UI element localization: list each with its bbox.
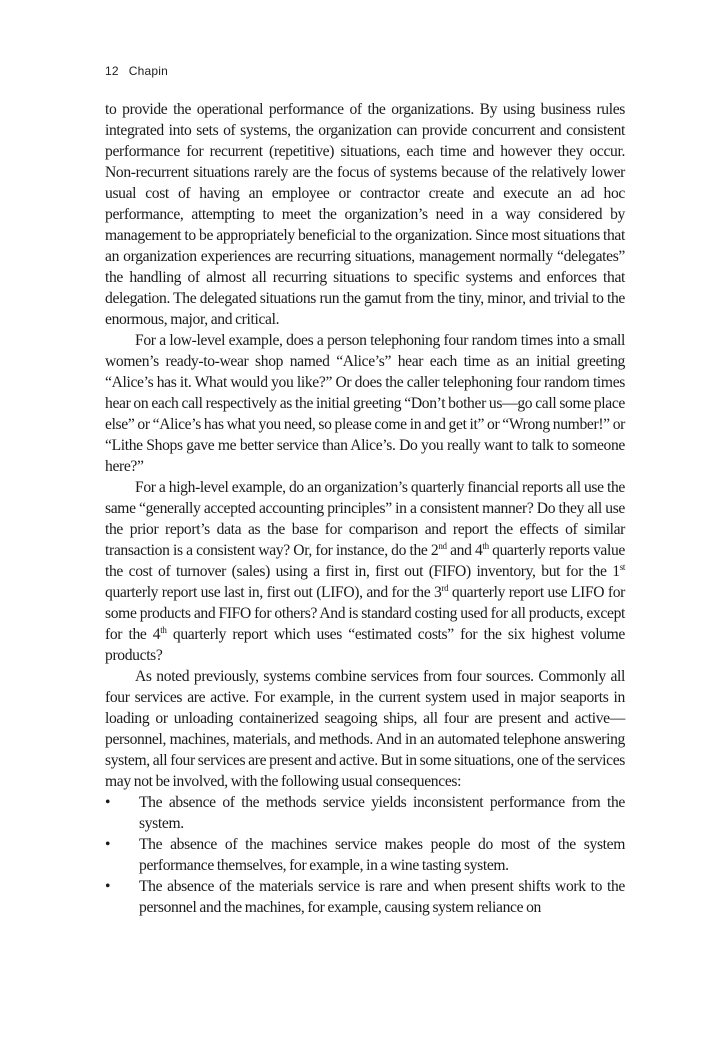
bullet-text: The absence of the methods service yields inconsistent performance from the system. — [139, 794, 625, 832]
paragraph-3-text-b: and 4 — [446, 542, 483, 559]
bullet-text: The absence of the materials service is rare and when present shifts work to the personnel and the machines, for example, causing system reliance on — [139, 878, 625, 916]
superscript-th-2: th — [160, 624, 167, 635]
superscript-th: th — [482, 540, 489, 551]
superscript-nd: nd — [438, 540, 447, 551]
superscript-st: st — [619, 561, 625, 572]
bullet-item-machines — [105, 834, 625, 876]
running-header — [105, 64, 168, 78]
bullet-marker: • — [105, 878, 111, 895]
bullet-item-materials — [105, 876, 625, 918]
paragraph-3-text-c: quarterly reports value the cost of turnover (sales) using a first in, first out (FIFO) inventory, but for the 1 — [105, 542, 625, 580]
page-number: 12 — [105, 64, 119, 78]
superscript-rd: rd — [441, 582, 449, 593]
paragraph-3-text-f: quarterly report which uses “estimated costs” for the six highest volume products? — [105, 626, 626, 664]
bullet-item-methods — [105, 792, 625, 834]
bullet-marker: • — [105, 794, 111, 811]
paragraph-3-text-a: For a high-level example, do an organization’s quarterly financial reports all use the same “generally accepted accounting principles” in a consistent manner? Do they all use the prior report’s data as the base for comparison and report the effects of similar transaction is a consistent way? Or, for instance, do the 2 — [105, 479, 625, 559]
running-title: Chapin — [128, 64, 168, 78]
paragraph-4: As noted previously, systems combine services from four sources. Commonly all four services are active. For example, in the current system used in major seaports in loading or unloading containerized seagoing ships, all four are present and active—personnel, machines, materials, and methods. And in an automated telephone answering system, all four services are present and active. But in some situations, one of the services may not be involved, with the following usual consequences: — [105, 668, 625, 790]
bullet-marker: • — [105, 836, 111, 853]
paragraph-1: to provide the operational performance of the organizations. By using business rules integrated into sets of systems, the organization can provide concurrent and consistent performance for recurrent (repetitive) situations, each time and however they occur. Non-recurrent situations rarely are the focus of systems because of the relatively lower usual cost of having an employee or contractor create and execute an ad hoc performance, attempting to meet the organization’s need in a way considered by management to be appropriately beneficial to the organization. Since most situations that an organization experiences are recurring situations, management normally “delegates” the handling of almost all recurring situations to specific systems and enforces that delegation. The delegated situations run the gamut from the tiny, minor, and trivial to the enormous, major, and critical. — [105, 101, 625, 328]
bullet-list — [105, 792, 625, 918]
paragraph-2: For a low-level example, does a person telephoning four random times into a small women’s ready-to-wear shop named “Alice’s” hear each time as an initial greeting “Alice’s has it. What would you like?” Or does the caller telephoning four random times hear on each call respectively as the initial greeting “Don’t bother us—go call some place else” or “Alice’s has what you need, so please come in and get it” or “Wrong number!” or “Lithe Shops gave me better service than Alice’s. Do you really want to talk to someone here?” — [105, 332, 625, 475]
body-text — [105, 99, 625, 918]
paragraph-3 — [105, 477, 625, 666]
paragraph-3-text-e: quarterly report use LIFO for some products and FIFO for others? And is standard costing used for all products, except for the 4 — [105, 584, 625, 643]
bullet-text: The absence of the machines service makes people do most of the system performance themselves, for example, in a wine tasting system. — [139, 836, 625, 874]
paragraph-3-text-d: quarterly report use last in, first out (LIFO), and for the 3 — [105, 584, 442, 601]
